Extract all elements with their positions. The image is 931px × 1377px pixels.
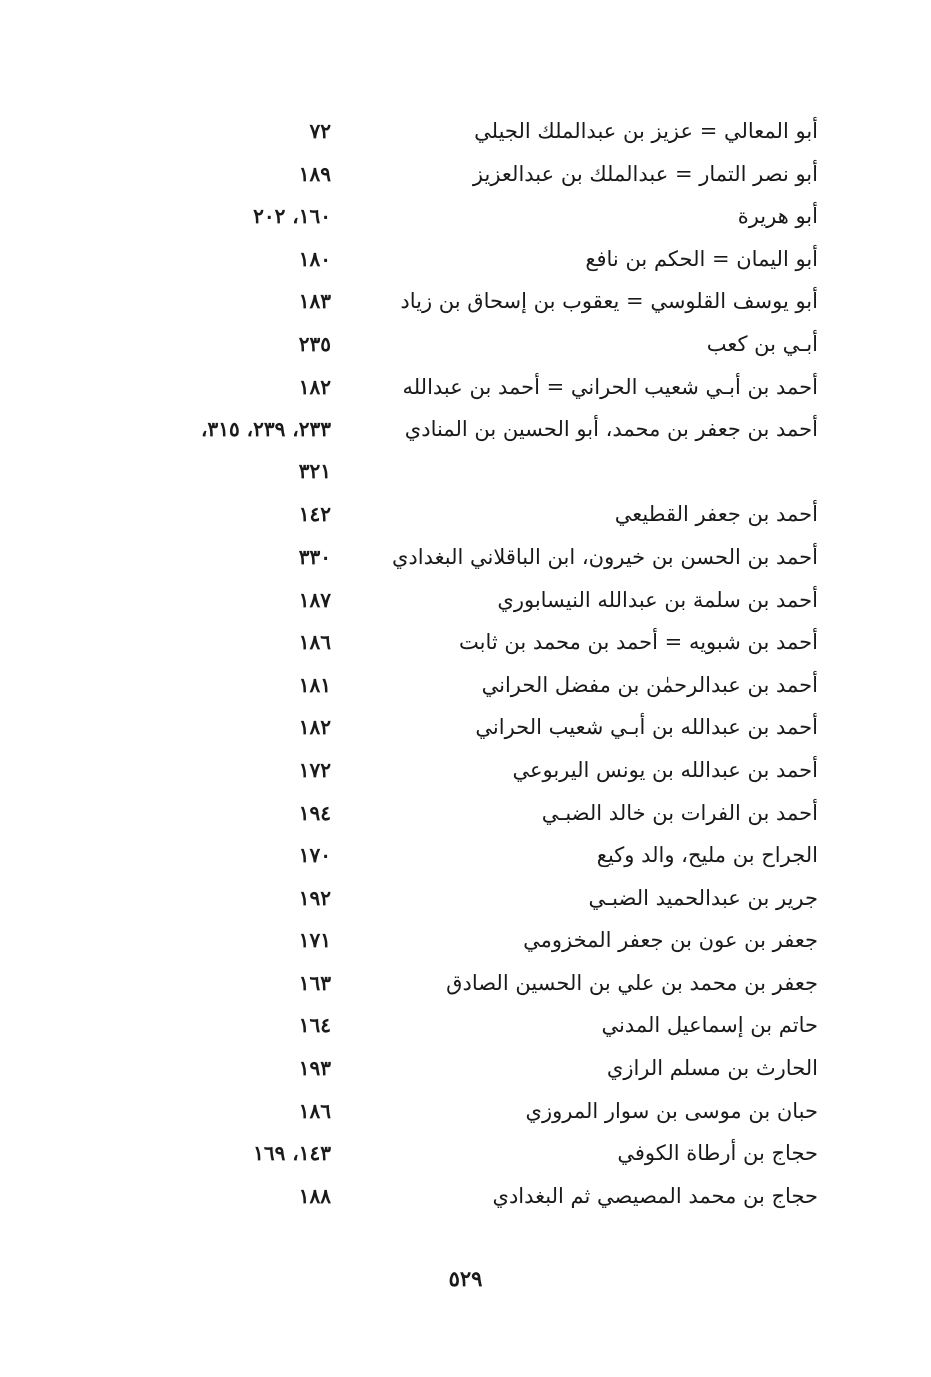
entry-pages: ١٩٣ bbox=[298, 1056, 331, 1081]
entry-pages: ١٨٣ bbox=[298, 289, 331, 314]
index-entry bbox=[0, 1049, 931, 1092]
index-entry bbox=[0, 879, 931, 922]
index-entry bbox=[0, 155, 931, 198]
index-entry bbox=[0, 1006, 931, 1049]
entry-pages: ٣٣٠ bbox=[298, 544, 331, 569]
entry-name: أحمد بن الفرات بن خالد الضبـي bbox=[541, 800, 818, 825]
entry-name: أبـي بن كعب bbox=[706, 331, 818, 356]
entry-pages: ١٨٢ bbox=[298, 715, 331, 740]
index-entry bbox=[0, 751, 931, 794]
entry-name: أحمد بن جعفر بن محمد، أبو الحسين بن المنادي bbox=[404, 417, 818, 442]
entry-name: أحمد بن أبـي شعيب الحراني = أحمد بن عبدالله bbox=[402, 374, 818, 399]
entry-pages: ١٧٠ bbox=[298, 843, 331, 868]
index-entry bbox=[0, 197, 931, 240]
entry-name: أحمد بن جعفر القطيعي bbox=[614, 502, 818, 527]
entry-pages: ١٨٢ bbox=[298, 374, 331, 399]
entry-name: حاتم بن إسماعيل المدني bbox=[601, 1013, 818, 1038]
entry-name: أحمد بن سلمة بن عبدالله النيسابوري bbox=[497, 587, 818, 612]
entry-pages: ١٨٨ bbox=[298, 1183, 331, 1208]
entry-pages: ٢٣٥ bbox=[298, 331, 331, 356]
entry-pages: ١٨١ bbox=[298, 672, 331, 697]
index-entry bbox=[0, 325, 931, 368]
entry-name: أبو نصر التمار = عبدالملك بن عبدالعزيز bbox=[472, 161, 818, 186]
index-entry bbox=[0, 282, 931, 325]
index-entry bbox=[0, 1177, 931, 1220]
entry-name: أحمد بن شبويه = أحمد بن محمد بن ثابت bbox=[458, 630, 818, 655]
entry-pages: ١٨٦ bbox=[298, 630, 331, 655]
entry-pages: ١٨٧ bbox=[298, 587, 331, 612]
page-number: ٥٢٩ bbox=[448, 1266, 483, 1291]
entry-name: أحمد بن عبدالله بن يونس اليربوعي bbox=[512, 757, 818, 782]
entry-pages: ١٧٢ bbox=[298, 757, 331, 782]
index-entry bbox=[0, 1134, 931, 1177]
entry-name: أبو هريرة bbox=[737, 204, 818, 229]
entry-pages: ١٨٦ bbox=[298, 1098, 331, 1123]
index-entry bbox=[0, 964, 931, 1007]
index-entry bbox=[0, 112, 931, 155]
entry-pages: ١٤٣، ١٦٩ bbox=[253, 1141, 331, 1166]
entry-pages: ١٦٠، ٢٠٢ bbox=[253, 204, 331, 229]
index-entry bbox=[0, 410, 931, 495]
entry-name: أحمد بن عبدالرحمٰن بن مفضل الحراني bbox=[481, 672, 818, 697]
entry-pages: ٢٣٣، ٢٣٩، ٣١٥، ٣٢١ bbox=[200, 417, 331, 484]
entry-pages: ١٦٣ bbox=[298, 970, 331, 995]
index-entry bbox=[0, 368, 931, 411]
index-entry bbox=[0, 708, 931, 751]
index-entry bbox=[0, 240, 931, 283]
index-entry bbox=[0, 581, 931, 624]
entry-pages: ١٤٢ bbox=[298, 502, 331, 527]
entry-name: الجراح بن مليح، والد وكيع bbox=[596, 843, 818, 868]
entry-name: الحارث بن مسلم الرازي bbox=[606, 1056, 818, 1081]
entry-name: حجاج بن محمد المصيصي ثم البغدادي bbox=[492, 1183, 818, 1208]
entry-name: أحمد بن عبدالله بن أبـي شعيب الحراني bbox=[475, 715, 818, 740]
index-entry bbox=[0, 538, 931, 581]
entry-pages: ١٦٤ bbox=[298, 1013, 331, 1038]
entry-pages: ١٨٠ bbox=[298, 246, 331, 271]
entry-name: أبو المعالي = عزيز بن عبدالملك الجيلي bbox=[474, 119, 818, 143]
entry-name: حبان بن موسى بن سوار المروزي bbox=[525, 1098, 818, 1123]
index-entry bbox=[0, 623, 931, 666]
index-entry bbox=[0, 495, 931, 538]
entry-pages: ١٩٤ bbox=[298, 800, 331, 825]
index-entry bbox=[0, 836, 931, 879]
index-entry bbox=[0, 1092, 931, 1135]
index-entry bbox=[0, 921, 931, 964]
entry-name: جرير بن عبدالحميد الضبـي bbox=[588, 885, 818, 910]
entry-name: حجاج بن أرطاة الكوفي bbox=[617, 1141, 818, 1166]
entry-pages: ٧٢ bbox=[309, 119, 331, 143]
index-list bbox=[0, 112, 931, 1219]
entry-pages: ١٩٢ bbox=[298, 885, 331, 910]
entry-pages: ١٨٩ bbox=[298, 161, 331, 186]
entry-name: أبو يوسف القلوسي = يعقوب بن إسحاق بن زياد bbox=[400, 289, 818, 314]
index-entry bbox=[0, 666, 931, 709]
entry-pages: ١٧١ bbox=[298, 928, 331, 953]
entry-name: جعفر بن محمد بن علي بن الحسين الصادق bbox=[446, 970, 818, 995]
index-entry bbox=[0, 794, 931, 837]
entry-name: أبو اليمان = الحكم بن نافع bbox=[585, 246, 818, 271]
entry-name: أحمد بن الحسن بن خيرون، ابن الباقلاني البغدادي bbox=[391, 544, 818, 569]
entry-name: جعفر بن عون بن جعفر المخزومي bbox=[523, 928, 818, 953]
